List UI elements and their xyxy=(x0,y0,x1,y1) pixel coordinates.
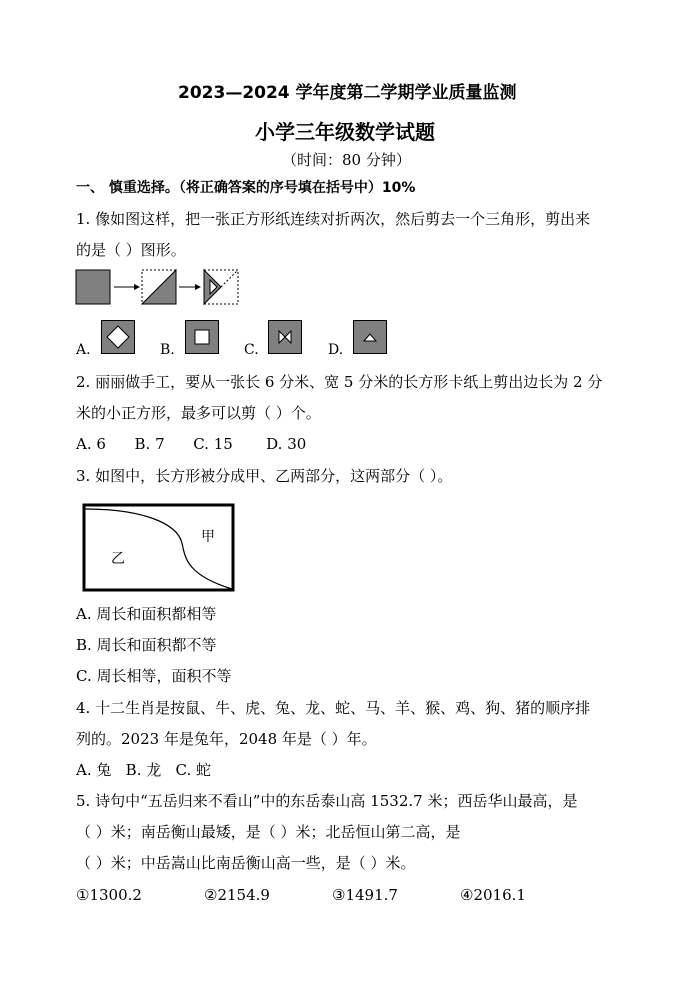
bowtie-right xyxy=(285,331,291,343)
q1-line2: 的是（ ）图形。 xyxy=(76,241,186,259)
q1-folding-diagram xyxy=(74,268,244,308)
q4-options: A. 兔 B. 龙 C. 蛇 xyxy=(76,761,212,779)
q1-option-c-figure[interactable] xyxy=(268,320,302,354)
exam-subject-title: 小学三年级数学试题 xyxy=(255,120,435,144)
q5-line1: 5. 诗句中“五岳归来不看山”中的东岳泰山高 1532.7 米；西岳华山最高，是 xyxy=(76,792,578,810)
diamond-shape xyxy=(107,326,129,348)
q3-label-yi: 乙 xyxy=(111,551,125,567)
q1-option-a-figure[interactable] xyxy=(101,320,135,354)
fold-step-square xyxy=(76,270,110,304)
exam-header-title: 2023—2024 学年度第二学期学业质量监测 xyxy=(178,83,517,103)
section-heading: 一、 慎重选择。（将正确答案的序号填在括号中）10% xyxy=(76,180,416,196)
q5-choice-1: ①1300.2 xyxy=(76,886,142,904)
fold-step-half xyxy=(142,270,176,304)
q2-line1: 2. 丽丽做手工，要从一张长 6 分米、宽 5 分米的长方形卡纸上剪出边长为 2 分 xyxy=(76,373,603,391)
fold-arrow-1-head xyxy=(134,284,140,290)
bowtie-left xyxy=(279,331,285,343)
exam-time: （时间：80 分钟） xyxy=(282,151,411,169)
q1-option-a-label: A. xyxy=(76,342,91,358)
q1-option-d-figure[interactable] xyxy=(353,320,387,354)
q2-options: A. 6 B. 7 C. 15 D. 30 xyxy=(76,435,307,453)
q5-line3: （ ）米；中岳嵩山比南岳衡山高一些，是（ ）米。 xyxy=(76,854,416,872)
q5-line2: （ ）米；南岳衡山最矮，是（ ）米；北岳恒山第二高，是 xyxy=(76,823,461,841)
q1-option-b-figure[interactable] xyxy=(185,320,219,354)
triangle-shape xyxy=(364,334,376,341)
q2-line2: 米的小正方形，最多可以剪（ ）个。 xyxy=(76,404,321,422)
q3-option-a: A. 周长和面积都相等 xyxy=(76,605,217,623)
q3-option-c: C. 周长相等，面积不等 xyxy=(76,667,232,685)
q3-line1: 3. 如图中，长方形被分成甲、乙两部分，这两部分（ ）。 xyxy=(76,467,453,485)
q3-rectangle xyxy=(84,505,233,590)
q1-option-d-label: D. xyxy=(328,342,344,358)
q3-option-b: B. 周长和面积都不等 xyxy=(76,636,217,654)
q5-choice-2: ②2154.9 xyxy=(204,886,270,904)
square-shape xyxy=(195,330,209,344)
q5-choice-4: ④2016.1 xyxy=(460,886,526,904)
q4-line1: 4. 十二生肖是按鼠、牛、虎、兔、龙、蛇、马、羊、猴、鸡、狗、猪的顺序排 xyxy=(76,699,591,717)
q1-option-b-label: B. xyxy=(160,342,175,358)
q3-label-jia: 甲 xyxy=(201,529,215,545)
q3-rectangle-diagram xyxy=(82,503,236,593)
q1-line1: 1. 像如图这样，把一张正方形纸连续对折两次，然后剪去一个三角形，剪出来 xyxy=(76,210,591,228)
q5-choice-3: ③1491.7 xyxy=(332,886,398,904)
q4-line2: 列的。2023 年是兔年，2048 年是（ ）年。 xyxy=(76,730,377,748)
q1-option-c-label: C. xyxy=(244,342,259,358)
fold-arrow-2-head xyxy=(195,284,201,290)
